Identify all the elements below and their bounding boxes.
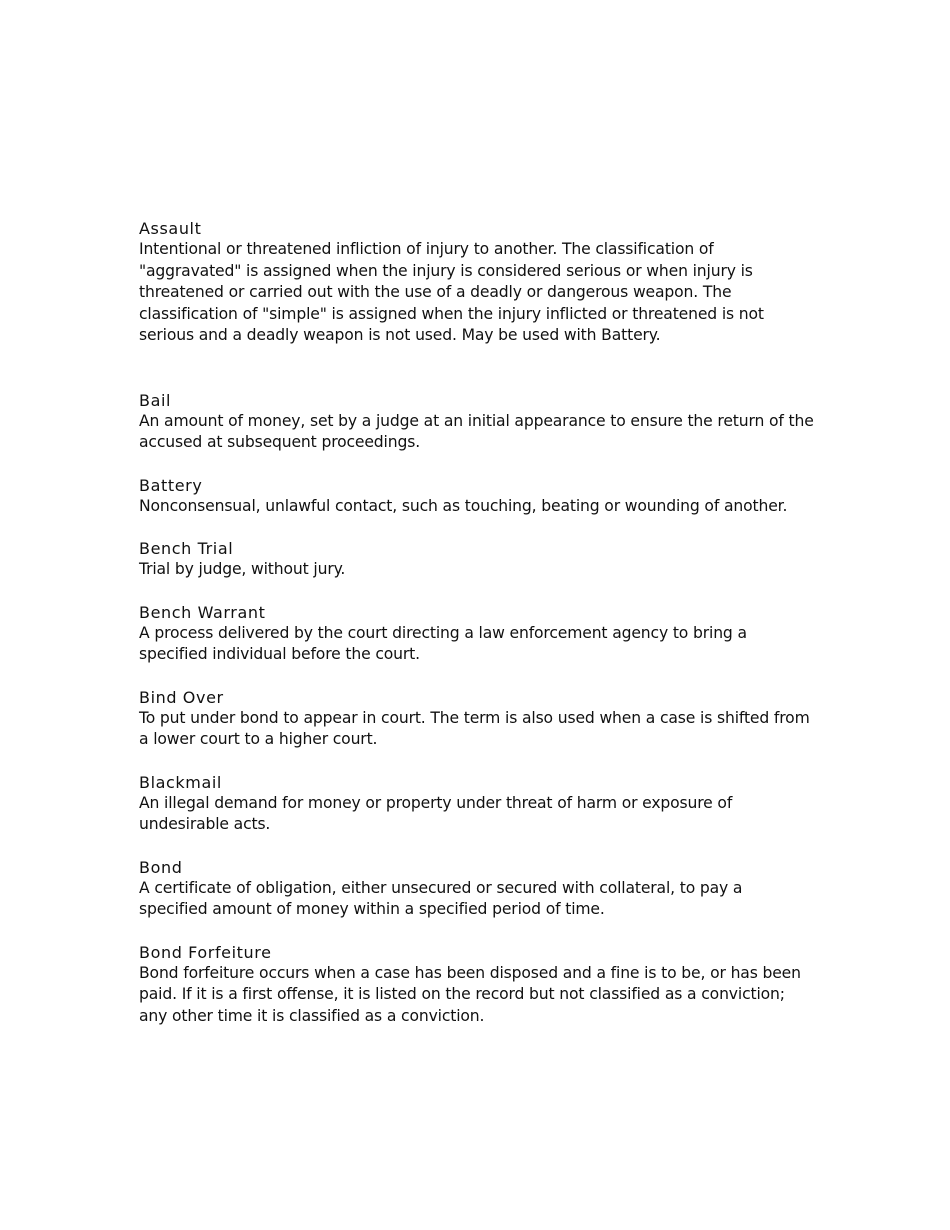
spacer xyxy=(139,347,814,390)
entry-definition: A certificate of obligation, either unsecured or secured with collateral, to pay a specified amount of money within a specified period of time. xyxy=(139,878,743,918)
spacer xyxy=(139,921,814,942)
entry-term: Bind Over xyxy=(139,687,224,707)
entry-definition: An amount of money, set by a judge at an initial appearance to ensure the return of the accused at subsequent proceedings. xyxy=(139,411,814,451)
glossary-entry-bench-warrant xyxy=(139,602,814,666)
entry-term: Bond Forfeiture xyxy=(139,942,272,962)
glossary-entry-bail xyxy=(139,390,814,454)
glossary-entry-bond xyxy=(139,857,814,921)
spacer xyxy=(139,666,814,687)
entry-definition: Bond forfeiture occurs when a case has been disposed and a fine is to be, or has been paid. If it is a first offense, it is listed on the record but not classified as a conviction; any other time it is classified as a conviction. xyxy=(139,963,801,1025)
spacer xyxy=(139,581,814,602)
glossary-entry-blackmail xyxy=(139,772,814,836)
entry-definition: An illegal demand for money or property under threat of harm or exposure of undesirable acts. xyxy=(139,793,733,833)
entry-definition: Nonconsensual, unlawful contact, such as touching, beating or wounding of another. xyxy=(139,496,788,515)
entry-definition: To put under bond to appear in court. The term is also used when a case is shifted from a lower court to a higher court. xyxy=(139,708,810,748)
entry-term: Bench Trial xyxy=(139,539,234,558)
entry-term: Bench Warrant xyxy=(139,602,266,622)
glossary-entry-assault xyxy=(139,218,814,347)
spacer xyxy=(139,517,814,538)
entry-term: Blackmail xyxy=(139,772,222,792)
glossary-entry-battery xyxy=(139,475,814,518)
entry-term: Bail xyxy=(139,390,172,410)
glossary-entry-bind-over xyxy=(139,687,814,751)
spacer xyxy=(139,454,814,475)
spacer xyxy=(139,836,814,857)
entry-definition: Trial by judge, without jury. xyxy=(139,560,346,578)
glossary-page xyxy=(139,218,814,1027)
entry-term: Bond xyxy=(139,857,183,877)
entry-definition: A process delivered by the court directing a law enforcement agency to bring a specified individual before the court. xyxy=(139,623,747,663)
entry-definition: Intentional or threatened infliction of injury to another. The classification of "aggravated" is assigned when the injury is considered serious or when injury is threatened or carried out with the use of a deadly or dangerous weapon. The classification of "simple" is assigned when the injury inflicted or threatened is not serious and a deadly weapon is not used. May be used with Battery. xyxy=(139,240,764,344)
spacer xyxy=(139,751,814,772)
glossary-entry-bench-trial xyxy=(139,538,814,581)
entry-term: Assault xyxy=(139,219,202,238)
glossary-entry-bond-forfeiture xyxy=(139,942,814,1028)
entry-term: Battery xyxy=(139,475,203,495)
